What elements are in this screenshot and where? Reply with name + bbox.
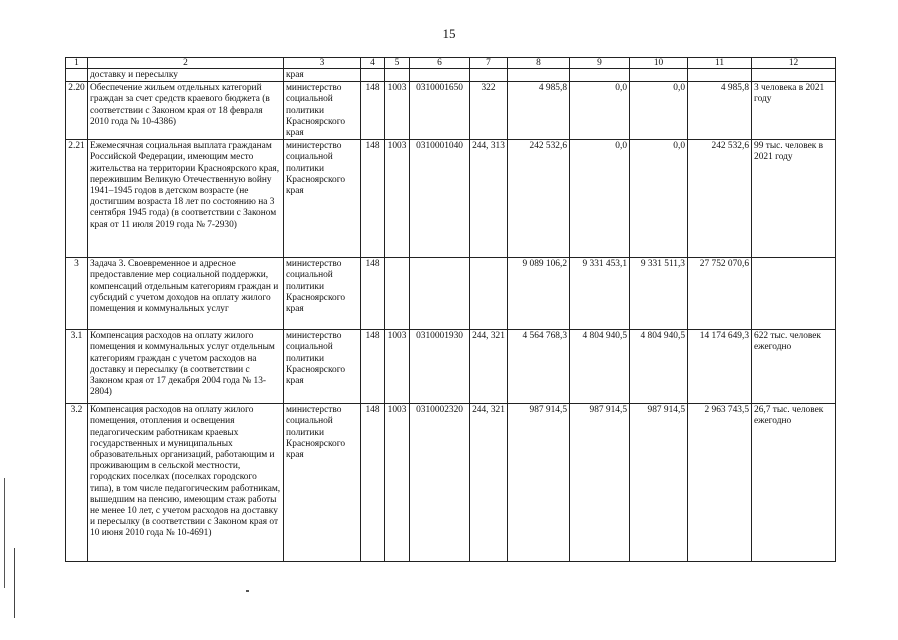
- header-cell-4: 4: [361, 58, 385, 69]
- row-gracode: 148: [361, 82, 385, 140]
- row-section: 1003: [385, 404, 410, 562]
- budget-table: [65, 57, 836, 562]
- row-expense-type: 244, 313: [470, 140, 508, 258]
- header-cell-12: 12: [752, 58, 836, 69]
- header-cell-2: 2: [88, 58, 284, 69]
- row-section: [385, 69, 410, 82]
- row-amount-year3: 0,0: [630, 82, 688, 140]
- row-number: [66, 69, 88, 82]
- row-description: Компенсация расходов на оплату жилого помещения и коммунальных услуг отдельным категориям граждан с учетом расходов на доставку и пересылку (в соответствии с Законом края от 17 декабря 2004 года № 13-2804): [88, 330, 284, 404]
- row-expected-result: 26,7 тыс. человек ежегодно: [752, 404, 836, 562]
- row-amount-year1: 987 914,5: [508, 404, 570, 562]
- header-cell-9: 9: [570, 58, 630, 69]
- row-amount-year2: 0,0: [570, 140, 630, 258]
- header-cell-11: 11: [688, 58, 752, 69]
- row-amount-year1: 242 532,6: [508, 140, 570, 258]
- row-amount-year1: [508, 69, 570, 82]
- row-gracode: 148: [361, 140, 385, 258]
- row-target-article: [410, 258, 470, 330]
- page-number: 15: [442, 26, 456, 41]
- row-expense-type: [470, 258, 508, 330]
- header-cell-5: 5: [385, 58, 410, 69]
- row-amount-year2: 9 331 453,1: [570, 258, 630, 330]
- row-description: доставку и пересылку: [88, 69, 284, 82]
- row-expense-type: 244, 321: [470, 330, 508, 404]
- row-target-article: 0310002320: [410, 404, 470, 562]
- row-expense-type: 244, 321: [470, 404, 508, 562]
- row-amount-year2: 987 914,5: [570, 404, 630, 562]
- header-cell-7: 7: [470, 58, 508, 69]
- row-section: 1003: [385, 140, 410, 258]
- row-executor: министерство социальной политики Красноярского края: [284, 330, 361, 404]
- row-section: 1003: [385, 330, 410, 404]
- table-row: [66, 69, 836, 82]
- row-expected-result: 3 человека в 2021 году: [752, 82, 836, 140]
- row-number: 2.20: [66, 82, 88, 140]
- header-cell-1: 1: [66, 58, 88, 69]
- row-target-article: 0310001650: [410, 82, 470, 140]
- row-amount-year2: 4 804 940,5: [570, 330, 630, 404]
- row-expense-type: [470, 69, 508, 82]
- row-description: Ежемесячная социальная выплата гражданам Российской Федерации, имеющим место жительства на территории Красноярского края, пережившим Великую Отечественную войну 1941–1945 годов в детском возрасте (не достигшим возраста 18 лет по состоянию на 3 сентября 1945 года) (в соответствии с Законом края от 11 июля 2019 года № 7-2930): [88, 140, 284, 258]
- row-executor: министерство социальной политики Красноярского края: [284, 258, 361, 330]
- header-cell-3: 3: [284, 58, 361, 69]
- row-amount-year3: 987 914,5: [630, 404, 688, 562]
- row-section: 1003: [385, 82, 410, 140]
- row-amount-year3: [630, 69, 688, 82]
- scan-edge-line: [14, 548, 15, 618]
- row-amount-year3: 0,0: [630, 140, 688, 258]
- row-number: 2.21: [66, 140, 88, 258]
- header-cell-10: 10: [630, 58, 688, 69]
- row-expected-result: [752, 69, 836, 82]
- row-target-article: 0310001930: [410, 330, 470, 404]
- header-cell-6: 6: [410, 58, 470, 69]
- row-executor: края: [284, 69, 361, 82]
- table-row: [66, 82, 836, 140]
- table-row: [66, 258, 836, 330]
- row-amount-year3: 9 331 511,3: [630, 258, 688, 330]
- row-description: Компенсация расходов на оплату жилого помещения, отопления и освещения педагогическим работникам краевых государственных и муниципальных образовательных организаций, работающим и проживающим в сельской местности, городских поселках (поселках городского типа), в том числе педагогическим работникам, вышедшим на пенсию, имеющим стаж работы не менее 10 лет, с учетом расходов на доставку и пересылку (в соответствии с Законом края от 10 июня 2010 года № 10-4691): [88, 404, 284, 562]
- row-gracode: 148: [361, 404, 385, 562]
- row-number: 3.2: [66, 404, 88, 562]
- row-expected-result: [752, 258, 836, 330]
- row-amount-year2: [570, 69, 630, 82]
- row-gracode: 148: [361, 258, 385, 330]
- row-amount-year1: 4 985,8: [508, 82, 570, 140]
- row-amount-total: [688, 69, 752, 82]
- row-executor: министерство социальной политики Красноярского края: [284, 140, 361, 258]
- row-amount-total: 27 752 070,6: [688, 258, 752, 330]
- row-amount-year1: 4 564 768,3: [508, 330, 570, 404]
- row-amount-total: 2 963 743,5: [688, 404, 752, 562]
- row-description: Задача 3. Своевременное и адресное предоставление мер социальной поддержки, компенсаций отдельным категориям граждан и субсидий с учетом доходов на оплату жилого помещения и коммунальных услуг: [88, 258, 284, 330]
- row-number: 3: [66, 258, 88, 330]
- table-row: [66, 404, 836, 562]
- row-target-article: 0310001040: [410, 140, 470, 258]
- row-target-article: [410, 69, 470, 82]
- row-amount-year1: 9 089 106,2: [508, 258, 570, 330]
- row-expense-type: 322: [470, 82, 508, 140]
- header-row: [66, 58, 836, 69]
- row-section: [385, 258, 410, 330]
- row-amount-total: 14 174 649,3: [688, 330, 752, 404]
- row-gracode: 148: [361, 330, 385, 404]
- row-description: Обеспечение жильем отдельных категорий граждан за счет средств краевого бюджета (в соответствии с Законом края от 18 февраля 2010 года № 10-4386): [88, 82, 284, 140]
- row-executor: министерство социальной политики Красноярского края: [284, 82, 361, 140]
- row-gracode: [361, 69, 385, 82]
- table-row: [66, 140, 836, 258]
- header-cell-8: 8: [508, 58, 570, 69]
- row-expected-result: 622 тыс. человек ежегодно: [752, 330, 836, 404]
- table-row: [66, 330, 836, 404]
- row-amount-total: 4 985,8: [688, 82, 752, 140]
- row-expected-result: 99 тыс. человек в 2021 году: [752, 140, 836, 258]
- row-number: 3.1: [66, 330, 88, 404]
- row-executor: министерство социальной политики Красноярского края: [284, 404, 361, 562]
- scan-edge-line: [4, 478, 5, 588]
- row-amount-year3: 4 804 940,5: [630, 330, 688, 404]
- row-amount-total: 242 532,6: [688, 140, 752, 258]
- row-amount-year2: 0,0: [570, 82, 630, 140]
- scan-speck: [246, 590, 249, 592]
